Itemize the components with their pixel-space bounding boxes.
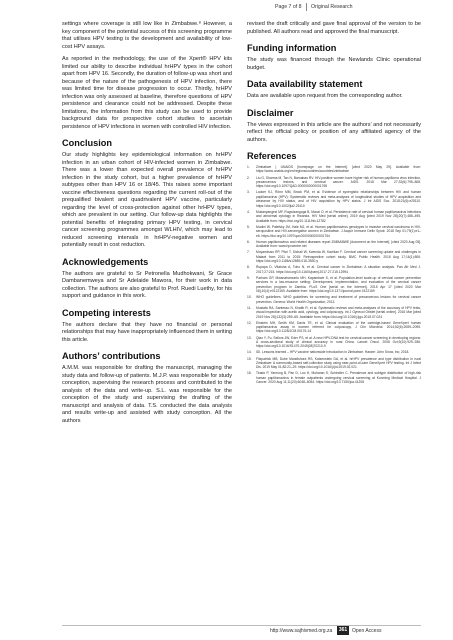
heading-competing-interests: Competing interests: [62, 307, 151, 318]
reference-text: Liu G, Sharma M, Tan N, Barnabas RV. HIV-positive women have higher risk of human papilloma virus infection, precancerous lesions, and cervical cancer. AIDS. 2018 Mar 27;32(6):795–808. https://doi.org/10.1097/QAD.0000000000001765: [256, 175, 421, 189]
reference-item: [247, 240, 421, 249]
reference-item: [247, 276, 421, 294]
right-column: [247, 21, 421, 386]
reference-number: 11.: [247, 305, 252, 310]
header-divider: [306, 3, 307, 11]
reference-item: [247, 350, 421, 354]
reference-number: 2.: [247, 175, 250, 180]
reference-text: Zimbabwe | UNAIDS [homepage on the Internet]. [cited 2020 May 29]. Available from: https://www.unaids.org/en/regionscountries/countries/zimbabwe: [256, 165, 421, 174]
heading-conclusion: Conclusion: [62, 138, 113, 148]
reference-text: Mukanyangezi MF, Rugwizangoga B, Manzi O, et al. Persistence rate of cervical human papillomavirus infections and abnormal cytology in Rwanda. HIV Med [serial online]. 2019 Aug [cited 2019 Nov 28];20(7):485–495. Available from: https://doi.org/10.1111/hiv.12782: [256, 209, 421, 223]
reference-number: 5.: [247, 224, 250, 229]
reference-text: Looker KJ, Rönn MM, Brock PM, et al. Evidence of synergistic relationships between HIV and human papillomavirus (HPV): Systematic reviews and meta-analyses of longitudinal studies of HPV acquisition and clearance by HIV status, and of HIV acquisition by HPV status. J Int AIDS Soc. 2018;21(6):e25110. https://doi.org/10.1002/jia2.25110: [256, 190, 421, 208]
paragraph: revised the draft critically and gave final approval of the version to be published. All authors read and approved the final manuscript.: [247, 21, 421, 35]
reference-item: [247, 265, 421, 274]
paragraph: settings where coverage is still low like in Zimbabwe.⁸ However, a key component of the potential success of this screening programme that utilises HPV testing is the development and availability of low-cost HPV assays.: [62, 21, 232, 50]
left-column: [62, 21, 232, 430]
reference-item: [247, 250, 421, 263]
reference-number: 6.: [247, 239, 250, 244]
reference-text: Parham GP, Mwanahamuntu MH, Kapambwe S, et al. Population-level scale-up of cervical cancer prevention services in a low-resource setting: Development, implementation, and evaluation of the cervical cancer prevention program in Zambia. PLoS One [serial on the Internet]. 2015 Apr 17 [cited 2020 Mar 06];10(4):e0122169. Available from: https://doi.org/10.1371/journal.pone.0122169: [256, 275, 421, 294]
reference-text: Tirado P, Yanrong B, Pan D, Luo H, Moharan S, Schindler C. Prevalence and subtype distribution of high-risk human papillomavirus in female outpatients undergoing cervical screening at Kunming Medical Hospital. J Cancer. 2020 Aug 11;11(20):6048–6054. https://doi.org/10.7150/jca.41208: [256, 371, 421, 385]
reference-number: 10.: [247, 295, 252, 300]
reference-text: Qiao Y, Fu, Sellors JW, Eder PS, et al. A new HPV-DNA test for cervical-cancer screening in developing regions: A cross-sectional study of clinical accuracy in rural China. Lancet Oncol. 2008 Oct;9(10):929–936. https://doi.org/10.1016/S1470-2045(08)70210-9: [256, 335, 421, 349]
reference-text: Mustafa RA, Santesso N, Khatib R, et al. Systematic reviews and meta-analyses of the accuracy of HPV tests, visual inspection with acetic acid, cytology, and colposcopy. Int J Gynecol Obstet [serial online]. 2016 Mar [cited 2019 Nov 28];132(3):259–65. Available from: https://doi.org/10.1016/j.ijgo.2015.07.024: [256, 305, 421, 319]
reference-item: [247, 190, 421, 208]
paragraph: A.M.M. was responsible for drafting the manuscript, managing the study data and follow-up of patients. M.J.P. was responsible for study conception, supervising the research process and contributed to the analysis of the data and write-up. S.L. was responsible for the conception of the study and supervising the drafting of the manuscript and analysis of data. T.S. conducted the data analysis and results write-up and assisted with study conception. All the authors: [62, 365, 232, 424]
paragraph: The views expressed in this article are the authors’ and not necessarily reflect the official policy or position of any affiliated agency of the authors.: [247, 121, 421, 143]
reference-item: [247, 357, 421, 370]
reference-number: 3.: [247, 190, 250, 195]
section-label: Original Research: [311, 4, 353, 10]
heading-funding: Funding information: [247, 43, 337, 53]
heading-authors-contributions: Authors’ contributions: [62, 351, 161, 361]
reference-item: [247, 306, 421, 319]
open-access-label: Open Access: [352, 628, 382, 634]
reference-number: 14.: [247, 350, 252, 355]
paragraph: The authors declare that they have no financial or personal relationships that may have inappropriately influenced them in writing this article.: [62, 321, 232, 343]
heading-data-availability: Data availability statement: [247, 79, 363, 89]
reference-item: [247, 321, 421, 334]
reference-item: [247, 210, 421, 223]
reference-item: [247, 371, 421, 384]
heading-acknowledgements: Acknowledgements: [62, 256, 149, 267]
reference-number: 15.: [247, 356, 252, 361]
reference-number: 1.: [247, 165, 250, 169]
reference-number: 9.: [247, 275, 250, 280]
reference-number: 4.: [247, 209, 250, 214]
reference-text: Rupapa D, Vitatuha A, Toho N, et al. Cervical cancer in Zimbabwe: A situation analysis. Pan Afr Med J. 2017;27:215. https://doi.org/10.11604/pamj.2017.27.215.12994: [256, 265, 421, 274]
paragraph: The authors are grateful to Sr Petronella Mudhokwani, Sr Grace Dambanemweya and Sr Adelaide Mawora, for their work in data collection. The authors are also grateful to Prof. Ruedi Luethy, for his support and guidance in this work.: [62, 270, 232, 299]
reference-number: 13.: [247, 335, 252, 340]
journal-url[interactable]: http://www.sajhivmed.org.za: [270, 628, 333, 634]
footer-divider: [62, 625, 421, 626]
reference-text: Moyambuso RP, Pisri T, Sichali W, Kwenda W, Kachlan F. Cervical cancer screening uptake and challenges in Malawi from 2011 to 2015: Retrospective cohort study. BMC Public Health. 2016 Aug 17;16(1):806. https://doi.org/10.1186/s12889-016-3530-y: [256, 250, 421, 264]
reference-item: [247, 336, 421, 349]
references-list: [247, 165, 421, 385]
reference-number: 7.: [247, 250, 250, 255]
heading-disclaimer: Disclaimer: [247, 107, 294, 118]
reference-text: Fitzpatrick MB, Dube Mandishora RS, Katzenstein DA, et al. hrHPV prevalence and type distribution in rural Zimbabwe: A community-based self-collection study using near-point-of-care GeneXpert HPV testing. Int J Infect Dis. 2019 May 01;82:21–29. https://doi.org/10.1016/j.ijid.2019.02.021: [256, 356, 421, 370]
paragraph: Our study highlights key epidemiological information on hrHPV infection in an urban cohort of HIV-infected women in Zimbabwe. There was a lower than expected overall prevalence of hrHPV infection in the study cohort, but a higher prevalence of hrHPV subtypes other than HPV 16 or 18/45. This raises some important vaccine effectiveness questions regarding the current roll-out of the prequalified bivalent and quadrivalent HPV vaccine, particularly regarding the level of cross-protection against other hrHPV types, which are prevalent in our setting. Our follow-up data highlights the potential benefits of integrating primary HPV testing, in cervical cancer screening programmes amongst WLHIV, which may lead to reduced screening intervals in hrHPV-negative women and potentially result in cost reduction.: [62, 152, 232, 248]
page-label: Page 7 of 8: [275, 4, 302, 10]
page-number: 361: [338, 627, 348, 633]
reference-item: [247, 176, 421, 189]
reference-item: [247, 295, 421, 304]
reference-number: 12.: [247, 320, 252, 325]
paragraph: The study was financed through the Newlands Clinic operational budget.: [247, 57, 421, 71]
paragraph: Data are available upon request from the corresponding author.: [247, 93, 403, 99]
reference-text: Einstein MH, Smith KM, Davis TE, et al. Clinical evaluation of the cartridge-based GeneXpert human papillomavirus assay in women referred for colposcopy. J Clin Microbiol. 2014;52(6):2089–2095. https://doi.org/10.1128/JCM.00176-14: [256, 320, 421, 334]
page-header: [0, 0, 453, 14]
heading-references: References: [247, 151, 297, 161]
paragraph: As reported in the methodology, the use of the Xpert® HPV kits limited our ability to describe individual hrHPV types in the cohort apart from HPV 16. Secondly, the duration of follow-up was short and because of the nature of the pathogenesis of HPV infection, there was limited time for disease progression to occur. Thirdly, hrHPV infection was only assessed at baseline, therefore questions of HPV persistence and clearance could not be addressed. Despite these limitations, the information from this study can be used to provide background data for prospective cohort studies to ascertain persistence of HPV infections in women with controlled HIV infection.: [62, 56, 232, 130]
page-footer: [0, 625, 453, 637]
reference-item: [247, 225, 421, 238]
reference-text: Mudini W, Palefsky JM, Hale MJ, et al. Human papillomavirus genotypes in invasive cervical carcinoma in HIV-seropositive and HIV-seronegative women in Zimbabwe. J Acquir Immune Defic Syndr. 2018 Sep 01;79(1):e1–e6. https://doi.org/10.1097/qai.0000000000001754: [256, 224, 421, 238]
reference-number: 16.: [247, 371, 252, 376]
reference-text: Human papillomavirus and related diseases report ZIMBABWE [document on the Internet]. [cited 2020 Aug 05]. Available from: www.hpvcentre.net: [256, 239, 421, 249]
reference-number: 8.: [247, 265, 250, 270]
reference-text: IDI. Lessons learned – HPV vaccine nationwide introduction in Zimbabwe. Harare: John Snow, Inc; 2018.: [256, 350, 410, 355]
reference-text: WHO guidelines. WHO guidelines for screening and treatment of precancerous lesions for cervical cancer prevention. Geneva: World Health Organization; 2013.: [256, 295, 421, 304]
reference-item: [247, 165, 421, 174]
